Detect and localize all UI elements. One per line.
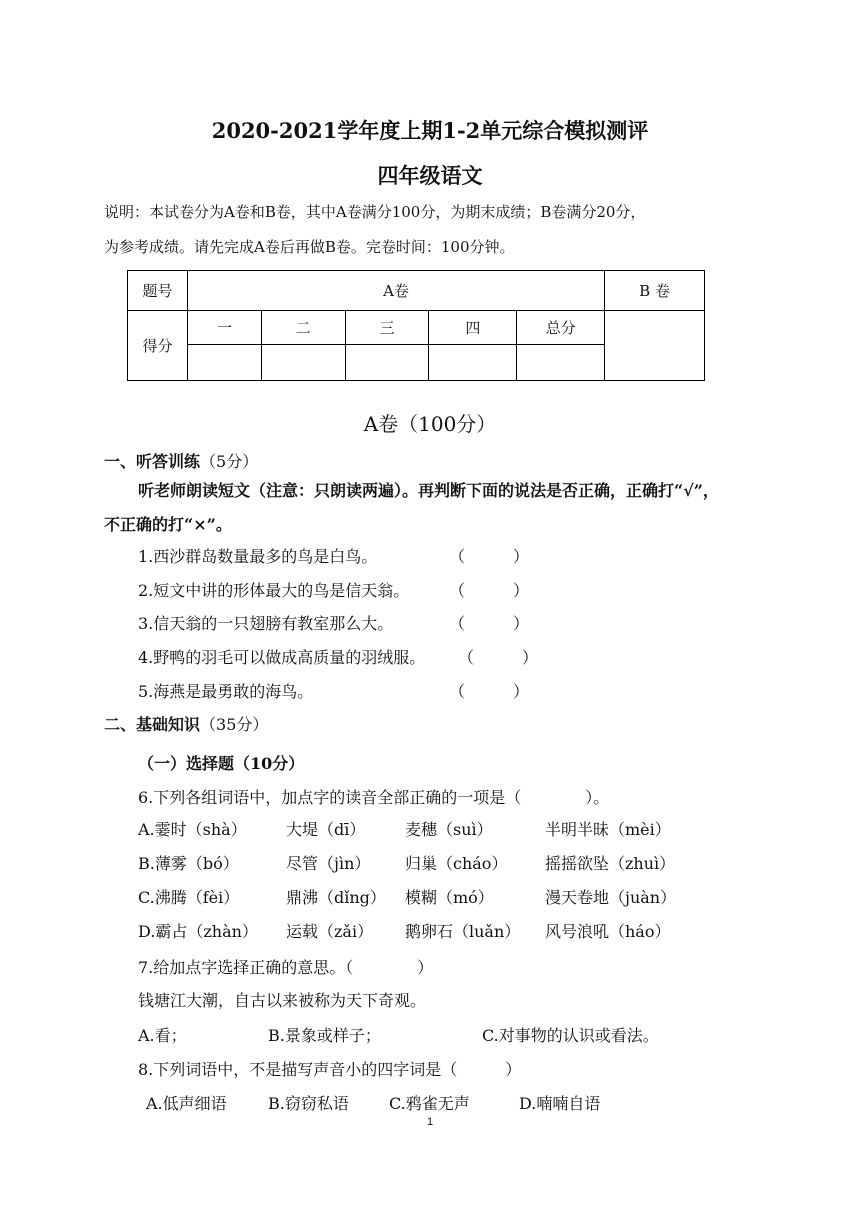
q6-option-b-4: 摇摇欲坠（zhuì） bbox=[545, 854, 676, 873]
q7-option-b: B.景象或样子； bbox=[268, 1026, 381, 1045]
page-number: 1 bbox=[426, 1116, 434, 1128]
q6-option-c-4: 漫天卷地（juàn） bbox=[545, 888, 677, 907]
q7-option-a: A.看； bbox=[138, 1026, 187, 1045]
q6-option-a-4: 半明半昧（mèi） bbox=[545, 820, 671, 839]
score-cell bbox=[429, 345, 517, 381]
b-score-cell bbox=[605, 311, 705, 381]
part-1-title: 一、听答训练 bbox=[104, 452, 201, 471]
part-2-title: 二、基础知识 bbox=[104, 715, 201, 734]
part-1-points: （5分） bbox=[200, 452, 259, 471]
q6-option-d-2: 运载（zǎi） bbox=[286, 922, 374, 941]
q8-option-d: D.喃喃自语 bbox=[519, 1094, 601, 1113]
column-label: 一 bbox=[187, 311, 261, 345]
q6-option-a-3: 麦穗（suì） bbox=[405, 820, 493, 839]
answer-blank: （ ） bbox=[449, 547, 530, 566]
q6-option-b-2: 尽管（jìn） bbox=[286, 854, 371, 873]
question-7-sentence: 钱塘江大潮，自古以来被称为天下奇观。 bbox=[138, 991, 427, 1010]
a-paper-header: A卷 bbox=[187, 271, 604, 311]
q6-option-c-1: C.沸腾（fèi） bbox=[138, 888, 240, 907]
answer-blank: （ ） bbox=[449, 682, 530, 701]
table-header-cell: 题号 bbox=[128, 271, 188, 311]
judgement-item: 4.野鸭的羽毛可以做成高质量的羽绒服。 bbox=[138, 648, 426, 667]
column-label: 二 bbox=[261, 311, 345, 345]
score-row-label: 得分 bbox=[128, 311, 188, 381]
q6-option-a-2: 大堤（dī） bbox=[286, 820, 366, 839]
score-table bbox=[127, 270, 705, 381]
q6-option-b-1: B.薄雾（bó） bbox=[138, 854, 239, 873]
part-2-points: （35分） bbox=[200, 715, 269, 734]
q8-option-a: A.低声细语 bbox=[146, 1094, 227, 1113]
column-label: 总分 bbox=[517, 311, 605, 345]
q8-option-b: B.窃窃私语 bbox=[268, 1094, 349, 1113]
judgement-item: 1.西沙群岛数量最多的鸟是白鸟。 bbox=[138, 547, 378, 566]
q6-option-a-1: A.霎时（shà） bbox=[138, 820, 247, 839]
q6-option-d-1: D.霸占（zhàn） bbox=[138, 922, 258, 941]
part-1-instruction-1: 听老师朗读短文（注意：只朗读两遍）。再判断下面的说法是否正确，正确打“√”， bbox=[138, 481, 719, 500]
part-2-heading bbox=[104, 712, 268, 735]
score-cell bbox=[187, 345, 261, 381]
q6-option-b-3: 归巢（cháo） bbox=[405, 854, 508, 873]
answer-blank: （ ） bbox=[449, 614, 530, 633]
q6-option-c-3: 模糊（mó） bbox=[405, 888, 494, 907]
question-6-stem: 6.下列各组词语中，加点字的读音全部正确的一项是（ ）。 bbox=[138, 788, 610, 807]
exam-subtitle: 四年级语文 bbox=[377, 163, 483, 188]
q6-option-c-2: 鼎沸（dǐng） bbox=[286, 888, 386, 907]
column-label: 四 bbox=[429, 311, 517, 345]
b-paper-header: B 卷 bbox=[605, 271, 705, 311]
answer-blank: （ ） bbox=[458, 648, 539, 667]
question-7-stem: 7.给加点字选择正确的意思。（ ） bbox=[138, 958, 434, 977]
exam-title: 2020-2021学年度上期1-2单元综合模拟测评 bbox=[211, 118, 649, 143]
column-label: 三 bbox=[345, 311, 429, 345]
part-1-heading bbox=[104, 449, 258, 472]
judgement-item: 2.短文中讲的形体最大的鸟是信天翁。 bbox=[138, 581, 410, 600]
instructions-line-1: 说明：本试卷分为A卷和B卷，其中A卷满分100分，为期末成绩；B卷满分20分， bbox=[104, 203, 646, 221]
instructions-line-2: 为参考成绩。请先完成A卷后再做B卷。完卷时间：100分钟。 bbox=[104, 238, 515, 256]
part-1-instruction-2: 不正确的打“×”。 bbox=[104, 515, 232, 534]
a-section-title: A卷（100分） bbox=[363, 412, 497, 436]
q7-option-c: C.对事物的认识或看法。 bbox=[482, 1026, 659, 1045]
judgement-item: 3.信天翁的一只翅膀有教室那么大。 bbox=[138, 614, 394, 633]
q6-option-d-3: 鹅卵石（luǎn） bbox=[405, 922, 521, 941]
score-cell bbox=[345, 345, 429, 381]
answer-blank: （ ） bbox=[449, 581, 530, 600]
judgement-item: 5.海燕是最勇敢的海鸟。 bbox=[138, 682, 314, 701]
score-cell bbox=[517, 345, 605, 381]
q6-option-d-4: 风号浪吼（háo） bbox=[545, 922, 671, 941]
question-8-stem: 8.下列词语中，不是描写声音小的四字词是（ ） bbox=[138, 1060, 522, 1079]
subsection-title: （一）选择题（10分） bbox=[138, 754, 305, 773]
q8-option-c: C.鸦雀无声 bbox=[389, 1094, 470, 1113]
score-cell bbox=[261, 345, 345, 381]
